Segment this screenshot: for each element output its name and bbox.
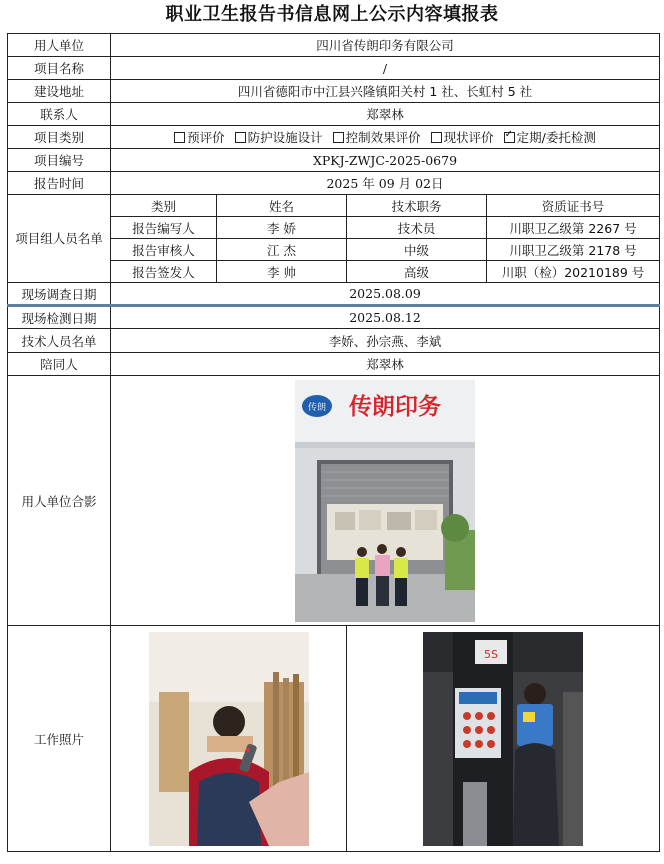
project-name-label: 项目名称 [8,57,111,80]
group-photo-cell [111,376,660,626]
category-option[interactable]: 控制效果评价 [333,130,421,145]
report-time-value: 2025 年 09 月 02日 [111,172,660,195]
member-cert: 川职（检）20210189 号 [487,261,660,283]
work-photo-cell-2 [347,626,660,852]
category-option[interactable]: 预评价 [174,130,225,145]
checkbox-checked-icon [504,132,515,143]
page-title: 职业卫生报告书信息网上公示内容填报表 [165,4,499,25]
member-name: 李 帅 [217,261,347,283]
survey-date-label: 现场调查日期 [8,283,111,306]
row-employer [8,34,660,57]
category-label: 项目类别 [8,126,111,149]
employer-value: 四川省传朗印务有限公司 [111,34,660,57]
machine-sign: 5S [484,647,498,661]
company-logo [302,395,332,417]
row-work-photos [8,626,660,852]
member-cert: 川职卫乙级第 2267 号 [487,217,660,239]
row-category [8,126,660,149]
member-cert: 川职卫乙级第 2178 号 [487,239,660,261]
survey-date-value: 2025.08.09 [111,283,660,306]
disclosure-form [7,33,660,852]
team-header-name: 姓名 [217,195,347,217]
address-label: 建设地址 [8,80,111,103]
row-group-photo [8,376,660,626]
tech-staff-value: 李娇、孙宗燕、李斌 [111,329,660,353]
team-header-role: 类别 [111,195,217,217]
test-date-label: 现场检测日期 [8,306,111,329]
row-test-date [8,306,660,329]
row-project-no [8,149,660,172]
category-option[interactable]: 现状评价 [431,130,494,145]
checkbox-icon [431,132,442,143]
category-options [111,126,660,149]
tech-staff-label: 技术人员名单 [8,329,111,353]
work-photo-machine [423,632,583,846]
contact-label: 联系人 [8,103,111,126]
member-name: 江 杰 [217,239,347,261]
group-photo [295,380,475,622]
group-photo-label: 用人单位合影 [8,376,111,626]
row-address [8,80,660,103]
address-value: 四川省德阳市中江县兴隆镇阳关村 1 社、长虹村 5 社 [111,80,660,103]
test-date-value: 2025.08.12 [111,306,660,329]
row-contact [8,103,660,126]
category-option[interactable]: 防护设施设计 [235,130,323,145]
companion-value: 郑翠林 [111,353,660,376]
member-name: 李 娇 [217,217,347,239]
checkbox-icon [333,132,344,143]
checkbox-icon [235,132,246,143]
project-no-label: 项目编号 [8,149,111,172]
team-header-title: 技术职务 [347,195,487,217]
project-name-value: / [111,57,660,80]
work-photo-cell-1 [111,626,347,852]
row-project-name [8,57,660,80]
member-title: 中级 [347,239,487,261]
row-survey-date [8,283,660,306]
team-header-row [8,195,660,217]
work-photo-sampling [149,632,309,846]
row-report-time [8,172,660,195]
team-header-cert: 资质证书号 [487,195,660,217]
company-sign: 传朗印务 [349,393,441,420]
category-option[interactable]: ✓ 定期/委托检测 [504,130,596,145]
member-role: 报告审核人 [111,239,217,261]
companion-label: 陪同人 [8,353,111,376]
employer-label: 用人单位 [8,34,111,57]
project-no-value: XPKJ-ZWJC-2025-0679 [111,149,660,172]
work-photos-label: 工作照片 [8,626,111,852]
svg-text:传朗: 传朗 [307,402,327,413]
checkbox-icon [174,132,185,143]
report-time-label: 报告时间 [8,172,111,195]
member-title: 高级 [347,261,487,283]
member-role: 报告签发人 [111,261,217,283]
row-companion [8,353,660,376]
member-title: 技术员 [347,217,487,239]
team-label: 项目组人员名单 [8,195,111,283]
row-tech-staff [8,329,660,353]
member-role: 报告编写人 [111,217,217,239]
contact-value: 郑翠林 [111,103,660,126]
